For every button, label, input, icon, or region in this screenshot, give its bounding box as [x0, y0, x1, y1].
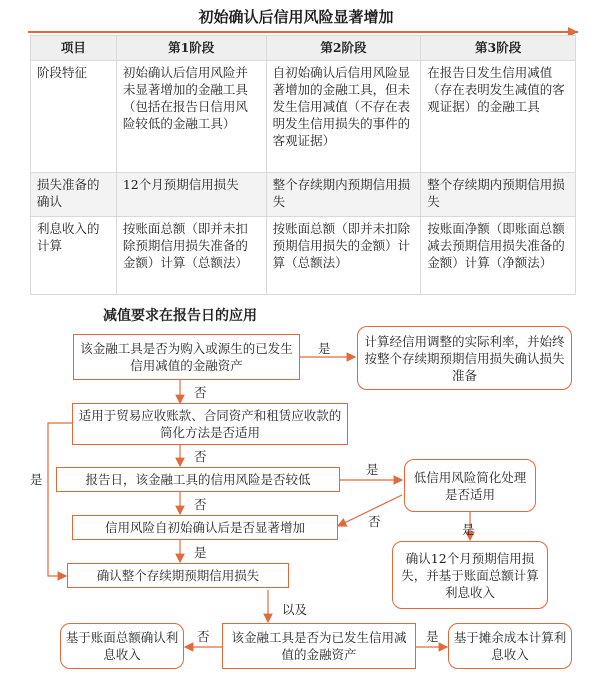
- r-amortised-box: 基于摊余成本计算利息收入: [448, 623, 572, 669]
- r-effective-rate-box: 计算经信用调整的实际利率，并始终按整个存续期预期信用损失确认损失准备: [357, 326, 572, 390]
- flow-title: 减值要求在报告日的应用: [103, 308, 257, 324]
- label-no-low-risk-simplified: 否: [368, 514, 381, 529]
- header-stage2: 第2阶段: [266, 36, 421, 61]
- row-label: 阶段特征: [31, 61, 117, 173]
- table-cell: 初始确认后信用风险并未显著增加的金融工具（包括在报告日信用风险较低的金融工具）: [116, 61, 266, 173]
- label-no-simplified: 否: [194, 449, 207, 464]
- table-cell: 按账面总额（即并未扣除预期信用损失准备的金额）计算（总额法）: [116, 217, 266, 295]
- table-cell: 按账面总额（即并未扣除预期信用损失的金额）计算（总额法）: [266, 217, 421, 295]
- label-and: 以及: [282, 602, 308, 617]
- label-yes-low-risk-simplified: 是: [462, 522, 475, 537]
- q-low-risk-box: 报告日，该金融工具的信用风险是否较低: [56, 467, 340, 492]
- label-no-purchased: 否: [194, 385, 207, 400]
- table-cell: 整个存续期内预期信用损失: [421, 173, 576, 217]
- table-cell: 自初始确认后信用风险显著增加的金融工具，但未发生信用减值（不存在表明发生信用损失的事件的客观证据）: [266, 61, 421, 173]
- page-title: 初始确认后信用风险显著增加: [198, 8, 394, 26]
- header-stage3: 第3阶段: [421, 36, 576, 61]
- label-no-impaired: 否: [197, 629, 210, 644]
- r-12month-box: 确认12个月预期信用损失，并基于账面总额计算利息收入: [392, 541, 548, 609]
- label-yes-low-risk: 是: [366, 462, 379, 477]
- table-cell: 在报告日发生信用减值（存在表明发生减值的客观证据）的金融工具: [421, 61, 576, 173]
- q-low-risk-simplified-box: 低信用风险简化处理是否适用: [404, 459, 536, 512]
- header-item: 项目: [31, 36, 117, 61]
- q-impaired-box: 该金融工具是否为已发生信用减值的金融资产: [222, 623, 416, 669]
- q-significant-box: 信用风险自初始确认后是否显著增加: [72, 515, 338, 540]
- r-lifetime-box: 确认整个存续期预期信用损失: [67, 563, 289, 588]
- label-yes-purchased: 是: [318, 341, 331, 356]
- label-yes-simplified: 是: [30, 472, 43, 487]
- row-label: 利息收入的计算: [31, 217, 117, 295]
- label-yes-significant: 是: [194, 545, 207, 560]
- r-gross-box: 基于账面总额确认利息收入: [60, 623, 184, 669]
- q-purchased-box: 该金融工具是否为购入或源生的已发生信用减值的金融资产: [73, 334, 300, 380]
- table-cell: 按账面净额（即账面总额减去预期信用损失准备的金额）计算（净额法）: [421, 217, 576, 295]
- header-stage1: 第1阶段: [116, 36, 266, 61]
- table-cell: 整个存续期内预期信用损失: [266, 173, 421, 217]
- label-yes-impaired: 是: [426, 629, 439, 644]
- row-label: 损失准备的确认: [31, 173, 117, 217]
- label-no-low-risk: 否: [194, 497, 207, 512]
- table-cell: 12个月预期信用损失: [116, 173, 266, 217]
- q-simplified-box: 适用于贸易应收账款、合同资产和租赁应收款的简化方法是否适用: [72, 403, 348, 445]
